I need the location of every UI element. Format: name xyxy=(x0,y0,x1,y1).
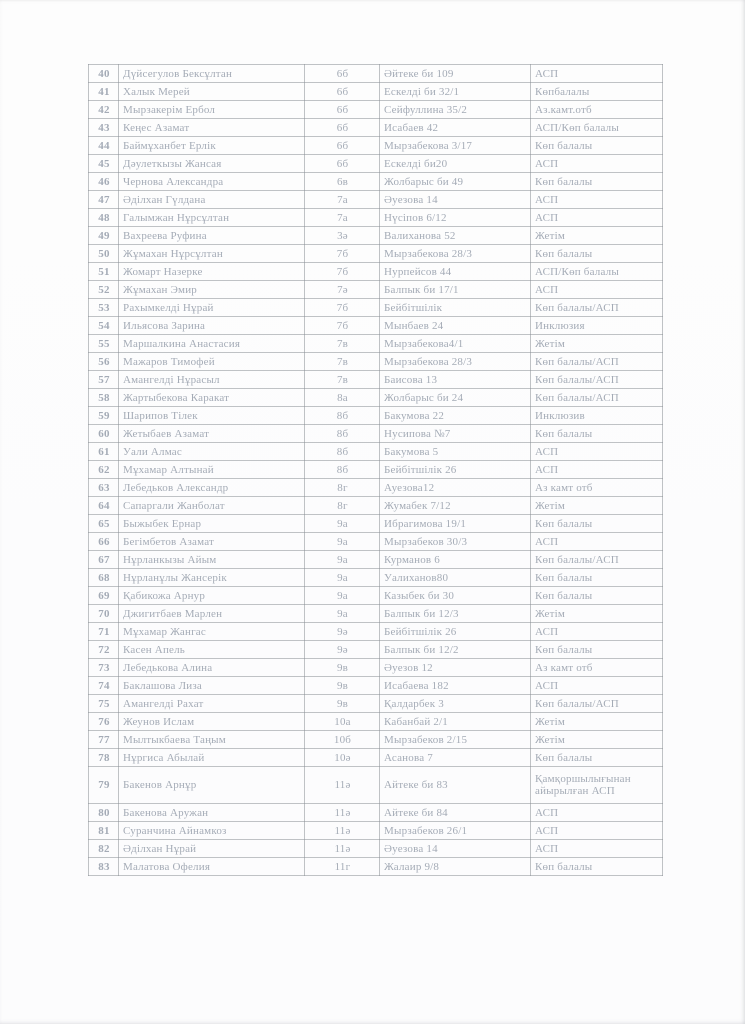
cell-num: 51 xyxy=(89,263,119,281)
cell-category: Көп балалы/АСП xyxy=(531,389,663,407)
table-row xyxy=(89,173,663,191)
table-row xyxy=(89,443,663,461)
cell-name: Жұмахан Эмир xyxy=(119,281,305,299)
table-row xyxy=(89,191,663,209)
cell-num: 72 xyxy=(89,641,119,659)
cell-category: Көп балалы xyxy=(531,137,663,155)
table-row xyxy=(89,245,663,263)
cell-address: Әуезова 14 xyxy=(380,191,531,209)
cell-category: Көп балалы xyxy=(531,587,663,605)
cell-class: 7в xyxy=(305,371,380,389)
cell-class: 7ә xyxy=(305,281,380,299)
cell-category: Аз камт отб xyxy=(531,659,663,677)
cell-class: 9в xyxy=(305,695,380,713)
cell-name: Жартыбекова Каракат xyxy=(119,389,305,407)
cell-category: Көп балалы xyxy=(531,749,663,767)
table-row xyxy=(89,605,663,623)
table-row xyxy=(89,407,663,425)
cell-class: 10а xyxy=(305,713,380,731)
cell-num: 80 xyxy=(89,804,119,822)
cell-address: Уалиханов80 xyxy=(380,569,531,587)
cell-address: Курманов 6 xyxy=(380,551,531,569)
cell-address: Ескелді би 32/1 xyxy=(380,83,531,101)
cell-category: АСП/Көп балалы xyxy=(531,263,663,281)
cell-class: 9а xyxy=(305,587,380,605)
table-row xyxy=(89,822,663,840)
cell-name: Нұрланкызы Айым xyxy=(119,551,305,569)
table-row xyxy=(89,695,663,713)
cell-name: Амангелді Рахат xyxy=(119,695,305,713)
cell-class: 11ә xyxy=(305,804,380,822)
cell-name: Уали Алмас xyxy=(119,443,305,461)
table-row xyxy=(89,137,663,155)
cell-num: 50 xyxy=(89,245,119,263)
cell-num: 76 xyxy=(89,713,119,731)
cell-address: Жалаир 9/8 xyxy=(380,858,531,876)
cell-num: 67 xyxy=(89,551,119,569)
cell-address: Сейфуллина 35/2 xyxy=(380,101,531,119)
cell-category: АСП xyxy=(531,65,663,83)
cell-class: 9а xyxy=(305,515,380,533)
cell-class: 8б xyxy=(305,443,380,461)
cell-category: Инклюзия xyxy=(531,317,663,335)
cell-address: Казыбек би 30 xyxy=(380,587,531,605)
cell-name: Маршалкина Анастасия xyxy=(119,335,305,353)
cell-category: Көп балалы/АСП xyxy=(531,695,663,713)
cell-category: Көп балалы xyxy=(531,858,663,876)
cell-class: 8г xyxy=(305,479,380,497)
cell-category: АСП xyxy=(531,822,663,840)
table-row xyxy=(89,533,663,551)
cell-class: 6б xyxy=(305,65,380,83)
cell-num: 46 xyxy=(89,173,119,191)
cell-class: 9в xyxy=(305,659,380,677)
table-row xyxy=(89,101,663,119)
cell-address: Нурпейсов 44 xyxy=(380,263,531,281)
table-row xyxy=(89,389,663,407)
cell-name: Жеунов Ислам xyxy=(119,713,305,731)
cell-num: 64 xyxy=(89,497,119,515)
cell-category: Көп балалы xyxy=(531,515,663,533)
cell-name: Нұргиса Абылай xyxy=(119,749,305,767)
cell-address: Мырзабекова 3/17 xyxy=(380,137,531,155)
cell-address: Қалдарбек 3 xyxy=(380,695,531,713)
table-row xyxy=(89,353,663,371)
cell-name: Мылтыкбаева Таңым xyxy=(119,731,305,749)
cell-name: Қабикожа Арнур xyxy=(119,587,305,605)
cell-class: 11ә xyxy=(305,767,380,804)
cell-class: 11ә xyxy=(305,822,380,840)
cell-class: 9а xyxy=(305,605,380,623)
cell-num: 81 xyxy=(89,822,119,840)
cell-category: Аз камт отб xyxy=(531,479,663,497)
table-row xyxy=(89,263,663,281)
cell-name: Рахымкелді Нұрай xyxy=(119,299,305,317)
cell-address: Исабаев 42 xyxy=(380,119,531,137)
cell-address: Әйтеке би 109 xyxy=(380,65,531,83)
cell-category: АСП xyxy=(531,281,663,299)
cell-category: Көп балалы/АСП xyxy=(531,551,663,569)
cell-name: Дәулеткызы Жансая xyxy=(119,155,305,173)
cell-num: 58 xyxy=(89,389,119,407)
cell-class: 7б xyxy=(305,317,380,335)
cell-address: Асанова 7 xyxy=(380,749,531,767)
cell-category: Көп балалы xyxy=(531,641,663,659)
cell-num: 77 xyxy=(89,731,119,749)
table-row xyxy=(89,155,663,173)
cell-category: Көп балалы xyxy=(531,245,663,263)
cell-num: 69 xyxy=(89,587,119,605)
cell-address: Мырзабекова 28/3 xyxy=(380,353,531,371)
cell-class: 9в xyxy=(305,677,380,695)
table-row xyxy=(89,119,663,137)
cell-class: 3ә xyxy=(305,227,380,245)
table-row xyxy=(89,209,663,227)
table-row xyxy=(89,767,663,804)
students-table xyxy=(88,64,663,876)
cell-num: 53 xyxy=(89,299,119,317)
cell-class: 7в xyxy=(305,335,380,353)
table-row xyxy=(89,65,663,83)
cell-name: Джигитбаев Марлен xyxy=(119,605,305,623)
cell-num: 82 xyxy=(89,840,119,858)
table-row xyxy=(89,425,663,443)
cell-name: Касен Апель xyxy=(119,641,305,659)
cell-address: Кабанбай 2/1 xyxy=(380,713,531,731)
cell-name: Мұхамар Алтынай xyxy=(119,461,305,479)
cell-num: 42 xyxy=(89,101,119,119)
cell-num: 54 xyxy=(89,317,119,335)
cell-num: 60 xyxy=(89,425,119,443)
cell-address: Бакумова 5 xyxy=(380,443,531,461)
cell-category: АСП xyxy=(531,191,663,209)
cell-name: Сапаргали Жанболат xyxy=(119,497,305,515)
cell-num: 79 xyxy=(89,767,119,804)
cell-address: Мынбаев 24 xyxy=(380,317,531,335)
cell-num: 74 xyxy=(89,677,119,695)
cell-address: Нүсіпов 6/12 xyxy=(380,209,531,227)
cell-address: Мырзабеков 30/3 xyxy=(380,533,531,551)
cell-name: Жетыбаев Азамат xyxy=(119,425,305,443)
cell-num: 52 xyxy=(89,281,119,299)
cell-num: 65 xyxy=(89,515,119,533)
cell-category: АСП xyxy=(531,461,663,479)
cell-category: Көп балалы/АСП xyxy=(531,371,663,389)
cell-category: АСП xyxy=(531,533,663,551)
cell-name: Шарипов Тілек xyxy=(119,407,305,425)
cell-name: Вахреева Руфина xyxy=(119,227,305,245)
cell-num: 78 xyxy=(89,749,119,767)
cell-address: Мырзабеков 26/1 xyxy=(380,822,531,840)
cell-class: 11ә xyxy=(305,840,380,858)
cell-num: 40 xyxy=(89,65,119,83)
cell-class: 7б xyxy=(305,299,380,317)
cell-category: АСП xyxy=(531,155,663,173)
table-row xyxy=(89,317,663,335)
table-row xyxy=(89,677,663,695)
cell-category: Көпбалалы xyxy=(531,83,663,101)
cell-class: 9ә xyxy=(305,623,380,641)
cell-num: 83 xyxy=(89,858,119,876)
cell-class: 9а xyxy=(305,569,380,587)
cell-name: Халык Мерей xyxy=(119,83,305,101)
cell-category: Жетім xyxy=(531,227,663,245)
table-row xyxy=(89,497,663,515)
table-row xyxy=(89,749,663,767)
table-row xyxy=(89,731,663,749)
cell-num: 45 xyxy=(89,155,119,173)
table-row xyxy=(89,335,663,353)
cell-num: 75 xyxy=(89,695,119,713)
cell-category: АСП xyxy=(531,623,663,641)
cell-address: Бейбітшілік xyxy=(380,299,531,317)
cell-num: 59 xyxy=(89,407,119,425)
cell-name: Баклашова Лиза xyxy=(119,677,305,695)
cell-address: Әуезова 14 xyxy=(380,840,531,858)
table-row xyxy=(89,461,663,479)
cell-num: 49 xyxy=(89,227,119,245)
cell-class: 7а xyxy=(305,209,380,227)
cell-class: 6б xyxy=(305,137,380,155)
cell-address: Нусипова №7 xyxy=(380,425,531,443)
cell-address: Балпык би 12/2 xyxy=(380,641,531,659)
cell-num: 68 xyxy=(89,569,119,587)
cell-name: Бакенов Арнұр xyxy=(119,767,305,804)
cell-address: Балпык би 17/1 xyxy=(380,281,531,299)
cell-address: Мырзабекова4/1 xyxy=(380,335,531,353)
cell-category: Аз.камт.отб xyxy=(531,101,663,119)
cell-class: 10б xyxy=(305,731,380,749)
table-row xyxy=(89,840,663,858)
cell-name: Суранчина Айнамкоз xyxy=(119,822,305,840)
cell-name: Дүйсегулов Бексұлтан xyxy=(119,65,305,83)
cell-num: 48 xyxy=(89,209,119,227)
table-row xyxy=(89,858,663,876)
cell-name: Чернова Александра xyxy=(119,173,305,191)
table-row xyxy=(89,83,663,101)
cell-class: 8б xyxy=(305,407,380,425)
table-row xyxy=(89,227,663,245)
cell-num: 70 xyxy=(89,605,119,623)
cell-address: Ибрагимова 19/1 xyxy=(380,515,531,533)
cell-num: 56 xyxy=(89,353,119,371)
cell-address: Баисова 13 xyxy=(380,371,531,389)
cell-address: Исабаева 182 xyxy=(380,677,531,695)
cell-address: Мырзабекова 28/3 xyxy=(380,245,531,263)
cell-name: Мұхамар Жангас xyxy=(119,623,305,641)
table-row xyxy=(89,515,663,533)
table-row xyxy=(89,281,663,299)
cell-class: 8г xyxy=(305,497,380,515)
cell-class: 8б xyxy=(305,461,380,479)
cell-name: Әділхан Нұрай xyxy=(119,840,305,858)
cell-category: Инклюзив xyxy=(531,407,663,425)
cell-name: Мажаров Тимофей xyxy=(119,353,305,371)
cell-class: 9ә xyxy=(305,641,380,659)
cell-class: 7в xyxy=(305,353,380,371)
cell-category: АСП xyxy=(531,209,663,227)
cell-category: Жетім xyxy=(531,713,663,731)
table-row xyxy=(89,587,663,605)
cell-category: АСП xyxy=(531,840,663,858)
cell-num: 61 xyxy=(89,443,119,461)
cell-address: Бакумова 22 xyxy=(380,407,531,425)
table-row xyxy=(89,641,663,659)
cell-category: Жетім xyxy=(531,731,663,749)
cell-name: Әділхан Гүлдана xyxy=(119,191,305,209)
cell-address: Бейбітшілік 26 xyxy=(380,623,531,641)
cell-num: 57 xyxy=(89,371,119,389)
cell-class: 6б xyxy=(305,83,380,101)
cell-address: Әуезов 12 xyxy=(380,659,531,677)
cell-category: АСП xyxy=(531,677,663,695)
cell-name: Малатова Офелия xyxy=(119,858,305,876)
cell-name: Лебедькова Алина xyxy=(119,659,305,677)
cell-class: 8б xyxy=(305,425,380,443)
cell-category: Көп балалы/АСП xyxy=(531,299,663,317)
cell-category: Көп балалы xyxy=(531,569,663,587)
cell-category: АСП xyxy=(531,443,663,461)
cell-address: Мырзабеков 2/15 xyxy=(380,731,531,749)
table-row xyxy=(89,371,663,389)
cell-name: Жұмахан Нұрсұлтан xyxy=(119,245,305,263)
cell-address: Ескелді би20 xyxy=(380,155,531,173)
cell-address: Айтеке би 83 xyxy=(380,767,531,804)
cell-class: 6в xyxy=(305,173,380,191)
cell-class: 9а xyxy=(305,551,380,569)
table-row xyxy=(89,551,663,569)
cell-num: 73 xyxy=(89,659,119,677)
cell-num: 63 xyxy=(89,479,119,497)
table-row xyxy=(89,479,663,497)
table-row xyxy=(89,804,663,822)
cell-num: 66 xyxy=(89,533,119,551)
cell-name: Ильясова Зарина xyxy=(119,317,305,335)
table-row xyxy=(89,569,663,587)
cell-num: 43 xyxy=(89,119,119,137)
table-row xyxy=(89,299,663,317)
cell-num: 55 xyxy=(89,335,119,353)
cell-address: Ауезова12 xyxy=(380,479,531,497)
cell-address: Жолбарыс би 24 xyxy=(380,389,531,407)
cell-address: Айтеке би 84 xyxy=(380,804,531,822)
cell-name: Амангелді Нұрасыл xyxy=(119,371,305,389)
cell-name: Кеңес Азамат xyxy=(119,119,305,137)
cell-name: Нұрланұлы Жансерік xyxy=(119,569,305,587)
table-row xyxy=(89,659,663,677)
cell-class: 10ә xyxy=(305,749,380,767)
cell-category: Көп балалы xyxy=(531,173,663,191)
cell-class: 7а xyxy=(305,191,380,209)
cell-category: Қамқоршылығынан айырылған АСП xyxy=(531,767,663,804)
cell-num: 44 xyxy=(89,137,119,155)
cell-name: Быжыбек Ернар xyxy=(119,515,305,533)
cell-address: Бейбітшілік 26 xyxy=(380,461,531,479)
cell-name: Галымжан Нұрсұлтан xyxy=(119,209,305,227)
cell-category: Жетім xyxy=(531,497,663,515)
cell-class: 6б xyxy=(305,119,380,137)
cell-name: Бакенова Аружан xyxy=(119,804,305,822)
cell-category: Көп балалы/АСП xyxy=(531,353,663,371)
cell-category: АСП/Көп балалы xyxy=(531,119,663,137)
cell-num: 41 xyxy=(89,83,119,101)
cell-address: Балпык би 12/3 xyxy=(380,605,531,623)
cell-num: 71 xyxy=(89,623,119,641)
cell-class: 7б xyxy=(305,263,380,281)
cell-category: АСП xyxy=(531,804,663,822)
cell-name: Бегімбетов Азамат xyxy=(119,533,305,551)
cell-class: 7б xyxy=(305,245,380,263)
cell-class: 11г xyxy=(305,858,380,876)
cell-class: 9а xyxy=(305,533,380,551)
cell-category: Жетім xyxy=(531,335,663,353)
cell-name: Баймұханбет Ерлік xyxy=(119,137,305,155)
cell-name: Мырзакерім Ербол xyxy=(119,101,305,119)
cell-num: 62 xyxy=(89,461,119,479)
cell-num: 47 xyxy=(89,191,119,209)
students-table-body xyxy=(89,65,663,876)
cell-class: 6б xyxy=(305,101,380,119)
cell-category: Жетім xyxy=(531,605,663,623)
cell-name: Лебедьков Александр xyxy=(119,479,305,497)
cell-class: 6б xyxy=(305,155,380,173)
cell-category: Көп балалы xyxy=(531,425,663,443)
cell-address: Жолбарыс би 49 xyxy=(380,173,531,191)
table-row xyxy=(89,713,663,731)
table-row xyxy=(89,623,663,641)
cell-class: 8а xyxy=(305,389,380,407)
cell-address: Валиханова 52 xyxy=(380,227,531,245)
cell-name: Жомарт Назерке xyxy=(119,263,305,281)
cell-address: Жумабек 7/12 xyxy=(380,497,531,515)
